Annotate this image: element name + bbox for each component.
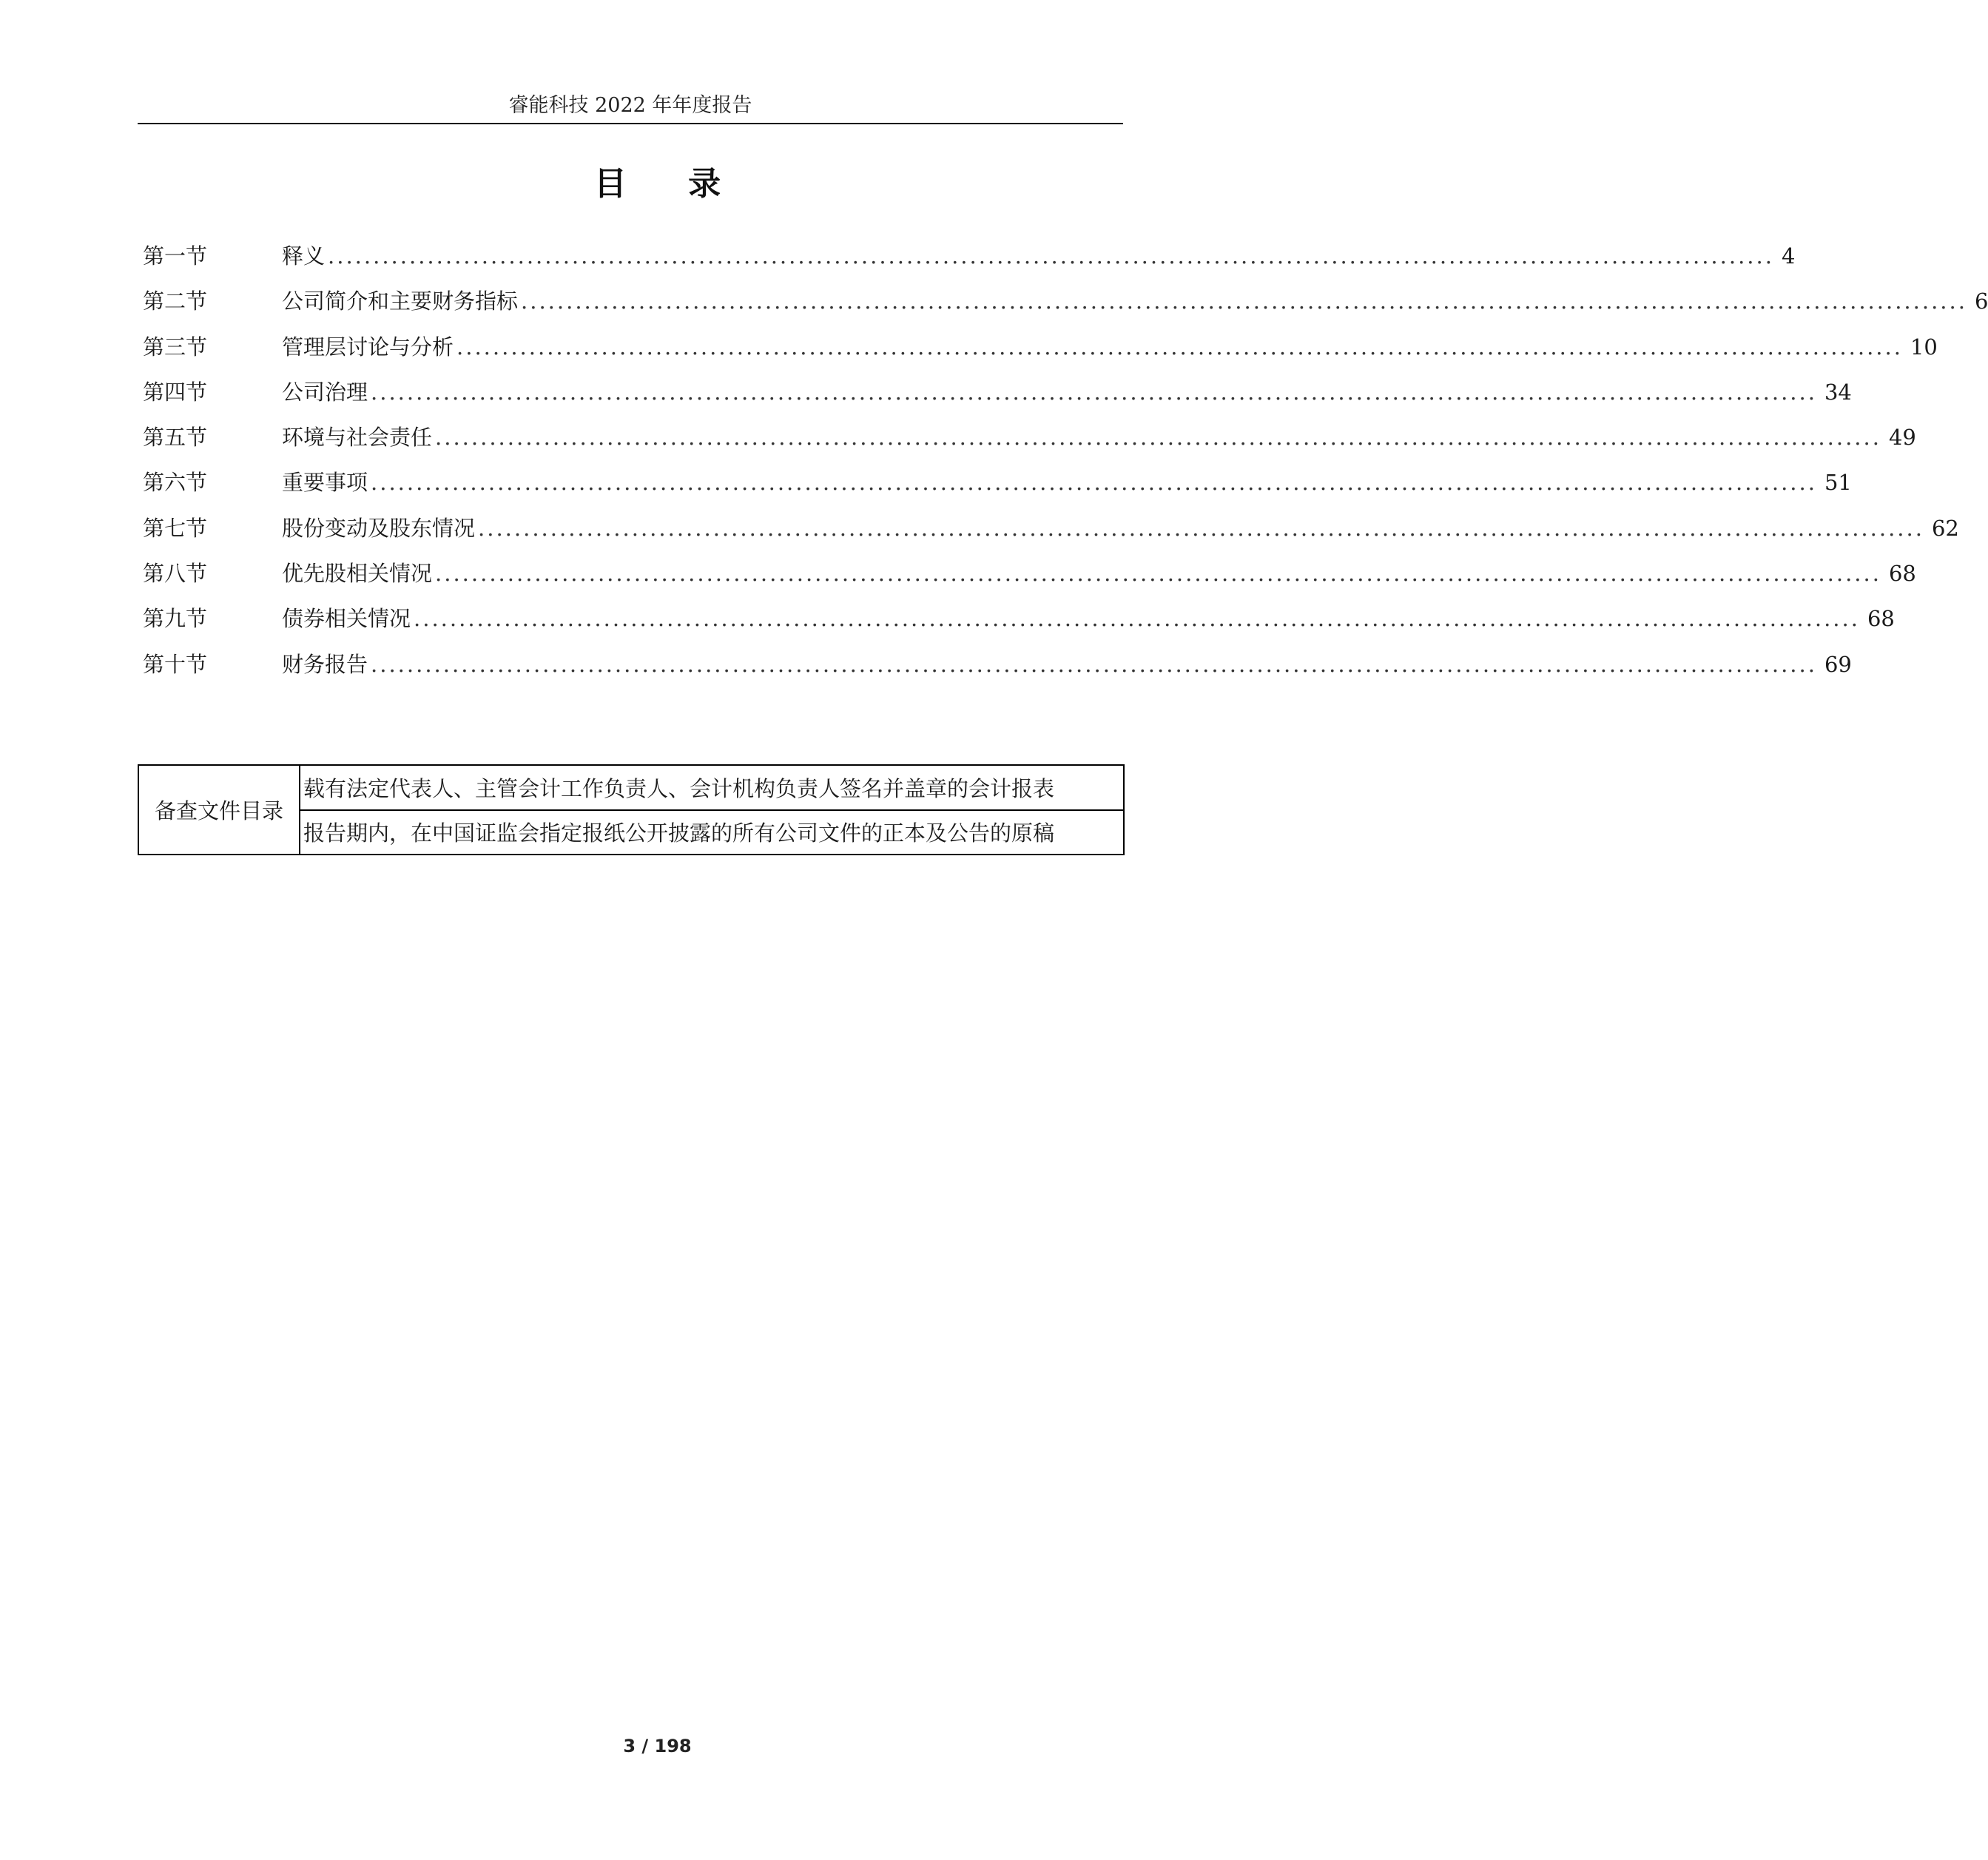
toc-leader-dots: ................................................................................................................................................................ xyxy=(328,243,1774,269)
toc-page-number: 34 xyxy=(1824,379,1852,405)
toc-leader-dots: ................................................................................................................................................................ xyxy=(521,289,1967,314)
toc-entry[interactable] xyxy=(143,648,1852,693)
toc-section-title: 释义 xyxy=(282,243,326,269)
toc-section-title: 公司治理 xyxy=(282,379,368,405)
toc-page-number: 4 xyxy=(1781,243,1796,269)
toc-leader-dots: ................................................................................................................................................................ xyxy=(371,470,1817,496)
toc-entry[interactable] xyxy=(143,285,1988,330)
toc-section-title: 优先股相关情况 xyxy=(282,561,433,587)
toc-entry[interactable] xyxy=(143,557,1916,602)
reference-document-item: 载有法定代表人、主管会计工作负责人、会计机构负责人签名并盖章的会计报表 xyxy=(303,775,1055,801)
toc-leader-dots: ................................................................................................................................................................ xyxy=(435,561,1881,587)
reference-documents-table xyxy=(138,764,1125,855)
toc-leader-dots: ................................................................................................................................................................ xyxy=(371,379,1817,405)
toc-entry[interactable] xyxy=(143,602,1895,647)
page-header xyxy=(138,89,1123,124)
toc-section-title: 财务报告 xyxy=(282,651,368,677)
page-title: 目 录 xyxy=(593,165,747,203)
toc-page-number: 62 xyxy=(1931,515,1959,541)
table-of-contents xyxy=(143,240,1988,693)
toc-section-number: 第五节 xyxy=(143,425,208,451)
toc-leader-dots: ................................................................................................................................................................ xyxy=(371,651,1817,677)
toc-section-number: 第十节 xyxy=(143,651,208,677)
toc-leader-dots: ................................................................................................................................................................ xyxy=(456,334,1903,360)
toc-section-number: 第七节 xyxy=(143,515,208,541)
reference-documents-items xyxy=(300,766,1123,854)
toc-leader-dots: ................................................................................................................................................................ xyxy=(435,425,1881,451)
toc-section-number: 第八节 xyxy=(143,561,208,587)
toc-leader-dots: ................................................................................................................................................................ xyxy=(414,606,1860,632)
toc-page-number: 68 xyxy=(1867,606,1895,632)
toc-leader-dots: ................................................................................................................................................................ xyxy=(478,515,1924,541)
toc-page-number: 10 xyxy=(1910,334,1938,360)
toc-page-number: 69 xyxy=(1824,651,1852,677)
toc-section-number: 第一节 xyxy=(143,243,208,269)
page-number: 3 / 198 xyxy=(623,1736,692,1756)
toc-entry[interactable] xyxy=(143,331,1938,376)
header-title: 睿能科技 2022 年年度报告 xyxy=(508,94,752,117)
toc-page-number: 68 xyxy=(1888,561,1916,587)
toc-section-title: 环境与社会责任 xyxy=(282,425,433,451)
toc-entry[interactable] xyxy=(143,512,1959,557)
toc-section-title: 公司简介和主要财务指标 xyxy=(282,289,519,314)
reference-documents-label: 备查文件目录 xyxy=(139,766,300,854)
toc-entry[interactable] xyxy=(143,376,1852,421)
toc-entry[interactable] xyxy=(143,240,1796,285)
toc-section-number: 第三节 xyxy=(143,334,208,360)
reference-document-item: 报告期内，在中国证监会指定报纸公开披露的所有公司文件的正本及公告的原稿 xyxy=(300,809,1123,855)
toc-page-number: 49 xyxy=(1888,425,1916,451)
toc-section-title: 股份变动及股东情况 xyxy=(282,515,476,541)
toc-section-number: 第四节 xyxy=(143,379,208,405)
toc-page-number: 6 xyxy=(1974,289,1988,314)
toc-section-title: 管理层讨论与分析 xyxy=(282,334,454,360)
toc-section-number: 第九节 xyxy=(143,606,208,632)
toc-entry[interactable] xyxy=(143,466,1852,511)
toc-section-number: 第六节 xyxy=(143,470,208,496)
toc-section-title: 重要事项 xyxy=(282,470,368,496)
toc-entry[interactable] xyxy=(143,421,1916,466)
toc-section-title: 债券相关情况 xyxy=(282,606,411,632)
toc-section-number: 第二节 xyxy=(143,289,208,314)
toc-page-number: 51 xyxy=(1824,470,1852,496)
